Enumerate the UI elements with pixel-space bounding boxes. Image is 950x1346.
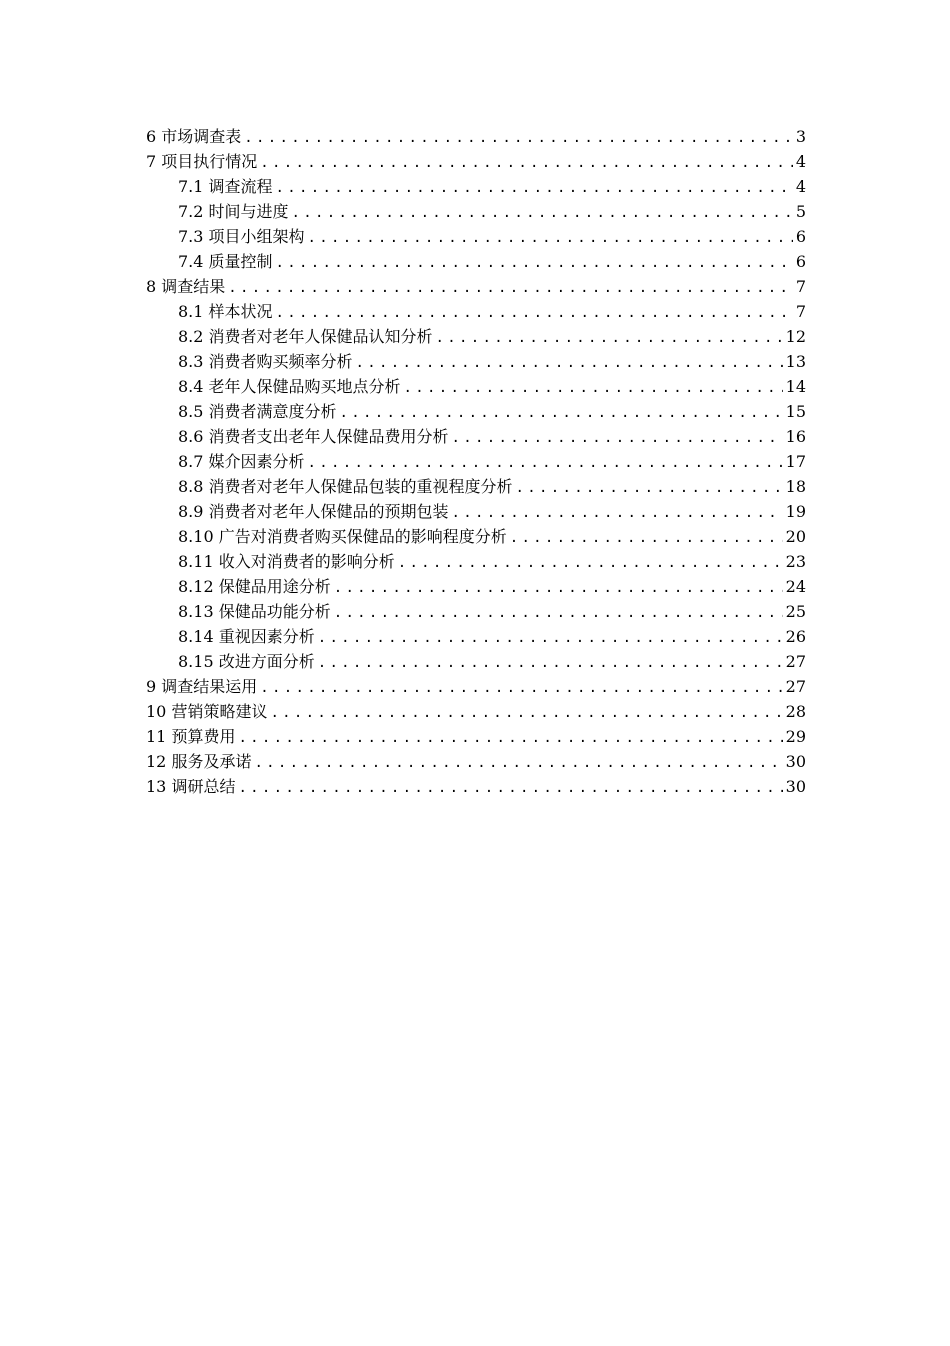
toc-entry[interactable]: [146, 149, 806, 174]
dot-leader: [436, 326, 783, 351]
toc-entry-title: 9 调查结果运用: [146, 677, 258, 696]
dot-leader: [238, 776, 782, 801]
toc-entry-page: 7: [795, 302, 806, 321]
toc-entry-page: 26: [785, 627, 806, 646]
dot-leader: [228, 276, 793, 301]
toc-entry-title: 12 服务及承诺: [146, 752, 252, 771]
dot-leader: [276, 251, 793, 276]
toc-entry[interactable]: [146, 649, 806, 674]
dot-leader: [516, 476, 783, 501]
dot-leader: [452, 426, 783, 451]
toc-entry-page: 6: [795, 227, 806, 246]
toc-entry[interactable]: [146, 599, 806, 624]
toc-entry-page: 28: [785, 702, 806, 721]
toc-entry-page: 4: [795, 177, 806, 196]
toc-entry-page: 29: [785, 727, 806, 746]
toc-entry-title: 8.11 收入对消费者的影响分析: [178, 552, 395, 571]
toc-entry[interactable]: [146, 774, 806, 799]
toc-entry-page: 27: [785, 652, 806, 671]
toc-entry-title: 7.1 调查流程: [178, 177, 273, 196]
dot-leader: [318, 651, 783, 676]
toc-entry-page: 6: [795, 252, 806, 271]
toc-entry-title: 8.8 消费者对老年人保健品包装的重视程度分析: [178, 477, 513, 496]
toc-entry[interactable]: [146, 174, 806, 199]
dot-leader: [254, 751, 782, 776]
toc-entry[interactable]: [146, 124, 806, 149]
toc-entry[interactable]: [146, 324, 806, 349]
dot-leader: [356, 351, 783, 376]
toc-entry-page: 3: [795, 127, 806, 146]
toc-entry-title: 7.3 项目小组架构: [178, 227, 305, 246]
toc-entry[interactable]: [146, 299, 806, 324]
dot-leader: [334, 601, 783, 626]
toc-entry-title: 8.5 消费者满意度分析: [178, 402, 337, 421]
toc-entry-page: 7: [795, 277, 806, 296]
toc-entry-title: 8.13 保健品功能分析: [178, 602, 331, 621]
toc-entry-title: 7 项目执行情况: [146, 152, 258, 171]
toc-entry[interactable]: [146, 224, 806, 249]
toc-entry-title: 8.3 消费者购买频率分析: [178, 352, 353, 371]
toc-entry-page: 15: [785, 402, 806, 421]
table-of-contents: [146, 124, 806, 799]
toc-entry-title: 8.9 消费者对老年人保健品的预期包装: [178, 502, 449, 521]
toc-entry-title: 11 预算费用: [146, 727, 236, 746]
dot-leader: [404, 376, 783, 401]
dot-leader: [510, 526, 783, 551]
toc-entry-title: 8.6 消费者支出老年人保健品费用分析: [178, 427, 449, 446]
toc-entry[interactable]: [146, 474, 806, 499]
toc-entry-page: 4: [795, 152, 806, 171]
toc-entry[interactable]: [146, 499, 806, 524]
toc-entry-title: 8.4 老年人保健品购买地点分析: [178, 377, 401, 396]
toc-entry-title: 8.7 媒介因素分析: [178, 452, 305, 471]
toc-entry-page: 17: [785, 452, 806, 471]
dot-leader: [276, 301, 793, 326]
toc-entry-page: 13: [785, 352, 806, 371]
toc-entry-title: 8.1 样本状况: [178, 302, 273, 321]
dot-leader: [308, 226, 793, 251]
toc-entry[interactable]: [146, 574, 806, 599]
toc-entry[interactable]: [146, 749, 806, 774]
toc-entry-page: 20: [785, 527, 806, 546]
toc-entry[interactable]: [146, 724, 806, 749]
dot-leader: [292, 201, 793, 226]
dot-leader: [398, 551, 783, 576]
toc-entry[interactable]: [146, 449, 806, 474]
dot-leader: [334, 576, 783, 601]
toc-entry-title: 10 营销策略建议: [146, 702, 268, 721]
dot-leader: [260, 151, 793, 176]
toc-entry-page: 19: [785, 502, 806, 521]
toc-entry[interactable]: [146, 274, 806, 299]
toc-entry-title: 7.2 时间与进度: [178, 202, 289, 221]
dot-leader: [260, 676, 782, 701]
toc-entry[interactable]: [146, 674, 806, 699]
toc-entry-page: 5: [795, 202, 806, 221]
toc-entry-title: 8.12 保健品用途分析: [178, 577, 331, 596]
toc-entry[interactable]: [146, 249, 806, 274]
toc-entry-page: 12: [785, 327, 806, 346]
toc-entry[interactable]: [146, 524, 806, 549]
toc-entry[interactable]: [146, 699, 806, 724]
toc-entry-page: 27: [785, 677, 806, 696]
toc-entry[interactable]: [146, 424, 806, 449]
dot-leader: [238, 726, 782, 751]
toc-entry-title: 6 市场调查表: [146, 127, 242, 146]
toc-entry[interactable]: [146, 349, 806, 374]
toc-entry-page: 18: [785, 477, 806, 496]
toc-entry-page: 30: [785, 777, 806, 796]
toc-entry-page: 14: [785, 377, 806, 396]
toc-entry-title: 13 调研总结: [146, 777, 236, 796]
toc-entry-title: 8.10 广告对消费者购买保健品的影响程度分析: [178, 527, 507, 546]
dot-leader: [270, 701, 782, 726]
toc-entry-page: 25: [785, 602, 806, 621]
toc-entry-page: 16: [785, 427, 806, 446]
toc-entry-title: 8.15 改进方面分析: [178, 652, 315, 671]
toc-entry-title: 7.4 质量控制: [178, 252, 273, 271]
toc-entry[interactable]: [146, 624, 806, 649]
toc-entry[interactable]: [146, 549, 806, 574]
dot-leader: [340, 401, 783, 426]
toc-entry-page: 23: [785, 552, 806, 571]
dot-leader: [276, 176, 793, 201]
toc-entry-title: 8.14 重视因素分析: [178, 627, 315, 646]
toc-entry-page: 24: [785, 577, 806, 596]
toc-entry[interactable]: [146, 374, 806, 399]
toc-entry[interactable]: [146, 399, 806, 424]
toc-entry[interactable]: [146, 199, 806, 224]
toc-entry-title: 8 调查结果: [146, 277, 226, 296]
dot-leader: [244, 126, 793, 151]
toc-entry-title: 8.2 消费者对老年人保健品认知分析: [178, 327, 433, 346]
toc-entry-page: 30: [785, 752, 806, 771]
dot-leader: [452, 501, 783, 526]
dot-leader: [308, 451, 783, 476]
dot-leader: [318, 626, 783, 651]
